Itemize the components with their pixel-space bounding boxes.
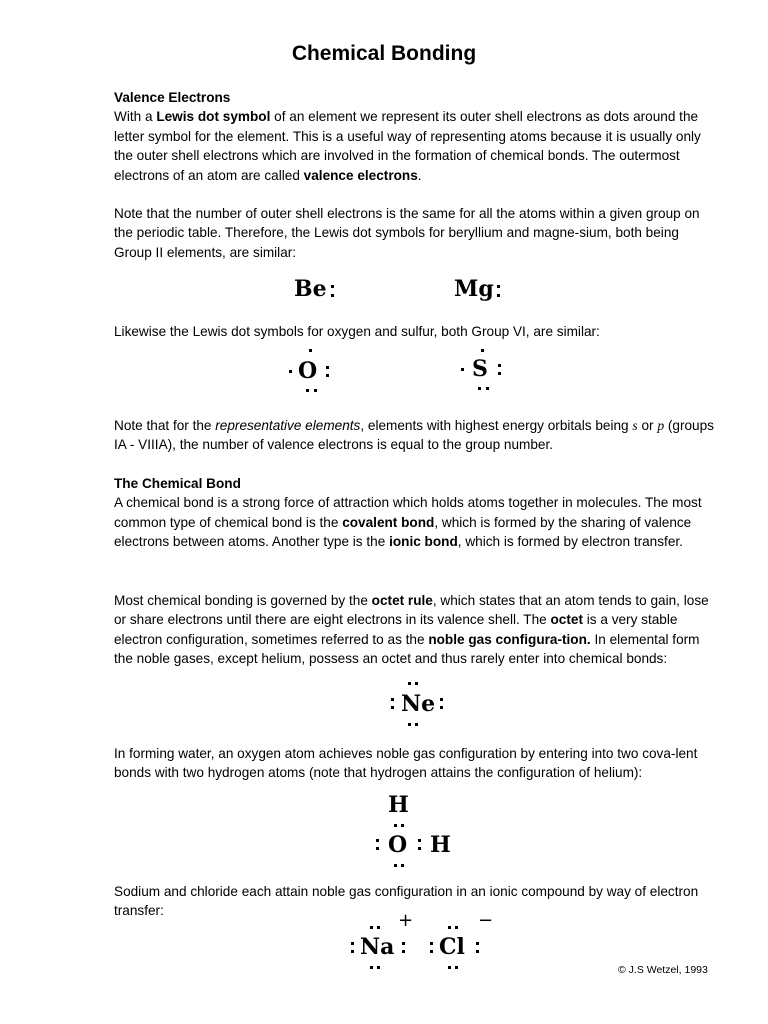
text: With a: [114, 109, 157, 125]
text: Most chemical bonding is governed by the: [114, 593, 372, 608]
electron-dot: [430, 942, 433, 945]
bold-term: valence electrons: [303, 167, 418, 183]
page-title: Chemical Bonding: [291, 42, 477, 65]
electron-dot: [351, 942, 354, 945]
electron-dot: [351, 950, 354, 953]
electron-dot: [394, 824, 397, 827]
electron-dot: [391, 706, 394, 709]
electron-dot: [331, 294, 334, 297]
electron-dot: [326, 374, 329, 377]
symbol-cl: Cl: [439, 934, 465, 960]
electron-dot: [377, 966, 380, 969]
electron-dot: [498, 372, 501, 375]
section-heading-valence: Valence Electrons: [114, 90, 231, 105]
bold-term: noble gas configura-tion.: [428, 631, 591, 647]
text: .: [417, 167, 422, 183]
valence-paragraph-1: [114, 88, 720, 185]
electron-dot: [415, 723, 418, 726]
electron-dot: [401, 864, 404, 867]
electron-dot: [497, 294, 500, 297]
text: A chemical bond is a strong force of attraction which holds atoms together in molecules. The most common type of chemical bond is the: [114, 495, 702, 530]
text: Note that for the: [114, 418, 216, 433]
electron-dot: [418, 839, 421, 842]
electron-dot: [440, 706, 443, 709]
italic-term: representative elements: [215, 418, 361, 433]
text: , which is formed by the sharing of valence electrons between atoms. Another type is the: [114, 514, 692, 550]
electron-dot: [440, 698, 443, 701]
charge-minus: −: [478, 910, 494, 931]
electron-dot: [478, 387, 481, 390]
symbol-mg: Mg: [454, 276, 494, 302]
bond-paragraph-1: [114, 474, 720, 552]
charge-plus: +: [398, 910, 414, 931]
italic-p: p: [657, 418, 665, 433]
electron-dot: [370, 966, 373, 969]
symbol-s: S: [472, 356, 488, 382]
electron-dot: [309, 349, 312, 352]
electron-dot: [289, 370, 292, 373]
symbol-h-right: H: [430, 832, 451, 858]
electron-dot: [314, 389, 317, 392]
electron-dot: [418, 847, 421, 850]
electron-dot: [430, 950, 433, 953]
text: , which states that an atom tends to gain, lose or share electrons until there are eight electrons in its valence shell. The: [114, 593, 709, 628]
electron-dot: [306, 389, 309, 392]
bold-term: ionic bond: [389, 534, 458, 550]
electron-dot: [326, 366, 329, 369]
valence-paragraph-3: Likewise the Lewis dot symbols for oxygen and sulfur, both Group VI, are similar:: [114, 324, 600, 339]
electron-dot: [402, 950, 405, 953]
italic-s: s: [632, 418, 638, 433]
electron-dot: [476, 950, 479, 953]
electron-dot: [376, 839, 379, 842]
symbol-o: O: [298, 358, 318, 384]
text: is a very stable electron configuration, sometimes referred to as the: [114, 612, 678, 647]
electron-dot: [408, 723, 411, 726]
section-heading-bond: The Chemical Bond: [114, 476, 241, 491]
electron-dot: [370, 926, 373, 929]
copyright-footer: © J.S Wetzel, 1993: [618, 964, 708, 976]
bold-term: covalent bond: [342, 514, 435, 530]
bold-term: octet: [550, 612, 583, 628]
electron-dot: [476, 942, 479, 945]
text: or: [637, 418, 658, 433]
electron-dot: [331, 285, 334, 288]
bond-paragraph-2: [114, 591, 720, 669]
electron-dot: [455, 926, 458, 929]
bond-paragraph-3: In forming water, an oxygen atom achieves noble gas configuration by entering into two cova-lent bonds with two hydrogen atoms (note that hydrogen attains the configuration of helium):: [114, 746, 698, 781]
electron-dot: [448, 966, 451, 969]
electron-dot: [481, 349, 484, 352]
electron-dot: [415, 682, 418, 685]
bold-term: octet rule: [371, 593, 433, 608]
electron-dot: [498, 364, 501, 367]
electron-dot: [402, 942, 405, 945]
electron-dot: [486, 387, 489, 390]
electron-dot: [408, 682, 411, 685]
text: (groups IA - VIIIA), the number of valence electrons is equal to the group number.: [114, 418, 714, 453]
electron-dot: [394, 864, 397, 867]
valence-paragraph-2: Note that the number of outer shell electrons is the same for all the atoms within a given group on the periodic table. Therefore, the Lewis dot symbols for beryllium and magne-sium, both being Group II elements, are similar:: [114, 206, 700, 260]
electron-dot: [401, 824, 404, 827]
symbol-h-top: H: [388, 792, 409, 818]
symbol-o-water: O: [388, 832, 408, 858]
text: In elemental form the noble gases, except helium, possess an octet and thus rarely enter into chemical bonds:: [114, 631, 700, 667]
electron-dot: [497, 285, 500, 288]
valence-paragraph-4: [114, 416, 720, 455]
text: of an element we represent its outer shell electrons as dots around the letter symbol for the element. This is a useful way of representing atoms because it is usually only the outer shell electrons which are involved in the formation of chemical bonds. The outermost electrons of an atom are called: [114, 109, 701, 183]
symbol-ne: Ne: [401, 691, 436, 717]
electron-dot: [377, 926, 380, 929]
electron-dot: [455, 966, 458, 969]
symbol-na: Na: [360, 934, 395, 960]
text: , which is formed by electron transfer.: [457, 534, 683, 550]
bold-term: Lewis dot symbol: [156, 109, 271, 125]
electron-dot: [391, 698, 394, 701]
bond-paragraph-4: Sodium and chloride each attain noble gas configuration in an ionic compound by way of electron transfer:: [114, 884, 699, 919]
text: , elements with highest energy orbitals being: [360, 418, 633, 433]
electron-dot: [376, 847, 379, 850]
electron-dot: [448, 926, 451, 929]
symbol-be: Be: [294, 276, 327, 302]
electron-dot: [461, 368, 464, 371]
